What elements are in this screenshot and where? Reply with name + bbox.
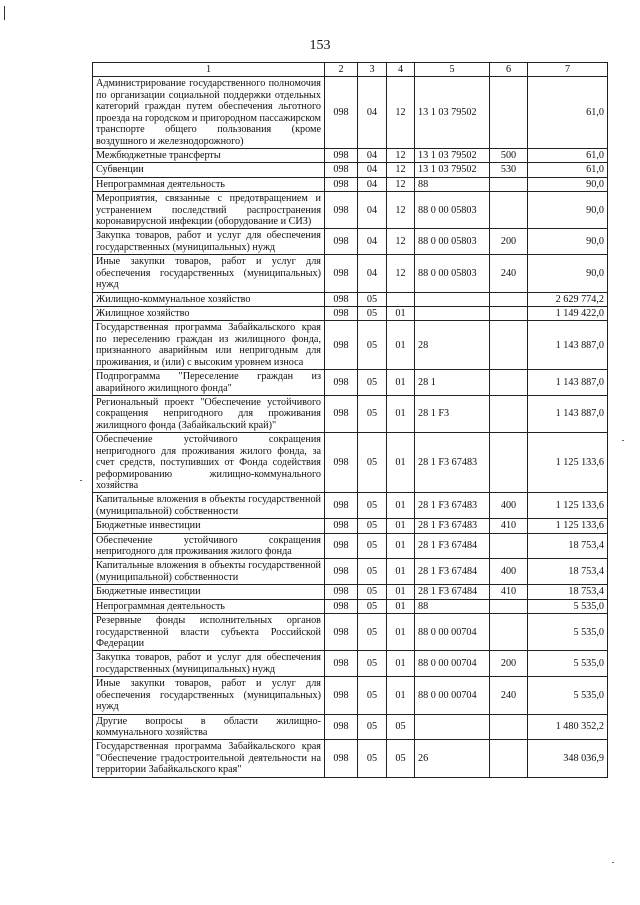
admin-code-cell: 098 xyxy=(325,292,358,306)
table-row xyxy=(93,614,608,651)
amount-cell: 1 143 887,0 xyxy=(528,370,608,396)
section-cell: 04 xyxy=(358,192,387,229)
target-article-cell: 13 1 03 79502 xyxy=(415,163,490,177)
amount-cell: 61,0 xyxy=(528,163,608,177)
amount-cell: 1 125 133,6 xyxy=(528,519,608,533)
section-cell: 05 xyxy=(358,714,387,740)
admin-code-cell: 098 xyxy=(325,740,358,777)
amount-cell: 18 753,4 xyxy=(528,533,608,559)
admin-code-cell: 098 xyxy=(325,395,358,432)
row-name-cell: Иные закупки товаров, работ и услуг для обеспечения государственных (муниципальных) нужд xyxy=(93,255,325,292)
subsection-cell: 12 xyxy=(387,255,415,292)
row-name-cell: Жилищно-коммунальное хозяйство xyxy=(93,292,325,306)
subsection-cell: 01 xyxy=(387,307,415,321)
target-article-cell: 28 xyxy=(415,321,490,370)
expense-type-cell: 400 xyxy=(490,493,528,519)
table-row xyxy=(93,585,608,599)
target-article-cell: 88 xyxy=(415,177,490,191)
column-header: 2 xyxy=(325,63,358,77)
table-row xyxy=(93,433,608,493)
subsection-cell: 12 xyxy=(387,229,415,255)
admin-code-cell: 098 xyxy=(325,163,358,177)
table-row xyxy=(93,677,608,714)
amount-cell: 90,0 xyxy=(528,229,608,255)
scan-margin-mark xyxy=(4,6,5,20)
expense-type-cell xyxy=(490,192,528,229)
table-row xyxy=(93,292,608,306)
table-row xyxy=(93,163,608,177)
row-name-cell: Обеспечение устойчивого сокращения непригодного для проживания жилого фонда, за счет средств, поступивших от Фонда содействия реформированию жилищно-коммунального хозяйства xyxy=(93,433,325,493)
table-row xyxy=(93,307,608,321)
column-header: 6 xyxy=(490,63,528,77)
table-row xyxy=(93,651,608,677)
amount-cell: 90,0 xyxy=(528,255,608,292)
subsection-cell: 05 xyxy=(387,714,415,740)
target-article-cell: 88 0 00 00704 xyxy=(415,651,490,677)
amount-cell: 1 143 887,0 xyxy=(528,395,608,432)
row-name-cell: Капитальные вложения в объекты государственной (муниципальной) собственности xyxy=(93,493,325,519)
column-header: 3 xyxy=(358,63,387,77)
target-article-cell: 13 1 03 79502 xyxy=(415,77,490,149)
admin-code-cell: 098 xyxy=(325,677,358,714)
expense-type-cell xyxy=(490,533,528,559)
target-article-cell: 88 0 00 00704 xyxy=(415,614,490,651)
amount-cell: 1 125 133,6 xyxy=(528,493,608,519)
section-cell: 04 xyxy=(358,163,387,177)
admin-code-cell: 098 xyxy=(325,599,358,613)
subsection-cell: 12 xyxy=(387,177,415,191)
expense-type-cell xyxy=(490,292,528,306)
subsection-cell: 01 xyxy=(387,370,415,396)
subsection-cell: 01 xyxy=(387,651,415,677)
column-header: 7 xyxy=(528,63,608,77)
subsection-cell: 01 xyxy=(387,677,415,714)
table-row xyxy=(93,740,608,777)
target-article-cell xyxy=(415,307,490,321)
table-row xyxy=(93,533,608,559)
subsection-cell: 01 xyxy=(387,493,415,519)
table-row xyxy=(93,599,608,613)
table-row xyxy=(93,395,608,432)
row-name-cell: Бюджетные инвестиции xyxy=(93,519,325,533)
admin-code-cell: 098 xyxy=(325,307,358,321)
expense-type-cell xyxy=(490,599,528,613)
expense-type-cell: 500 xyxy=(490,148,528,162)
section-cell: 05 xyxy=(358,585,387,599)
expense-type-cell: 410 xyxy=(490,585,528,599)
amount-cell: 61,0 xyxy=(528,77,608,149)
row-name-cell: Государственная программа Забайкальского края "Обеспечение градостроительной деятельности на территории Забайкальского края" xyxy=(93,740,325,777)
column-header: 1 xyxy=(93,63,325,77)
expense-type-cell: 410 xyxy=(490,519,528,533)
target-article-cell xyxy=(415,292,490,306)
subsection-cell: 01 xyxy=(387,321,415,370)
target-article-cell: 28 1 F3 67483 xyxy=(415,493,490,519)
row-name-cell: Бюджетные инвестиции xyxy=(93,585,325,599)
row-name-cell: Подпрограмма "Переселение граждан из аварийного жилищного фонда" xyxy=(93,370,325,396)
subsection-cell: 01 xyxy=(387,519,415,533)
expense-type-cell: 200 xyxy=(490,229,528,255)
table-row xyxy=(93,148,608,162)
budget-table xyxy=(92,62,608,778)
expense-type-cell xyxy=(490,395,528,432)
admin-code-cell: 098 xyxy=(325,651,358,677)
amount-cell: 61,0 xyxy=(528,148,608,162)
admin-code-cell: 098 xyxy=(325,614,358,651)
expense-type-cell xyxy=(490,321,528,370)
row-name-cell: Резервные фонды исполнительных органов государственной власти субъекта Российской Федерации xyxy=(93,614,325,651)
table-row xyxy=(93,559,608,585)
amount-cell: 5 535,0 xyxy=(528,677,608,714)
section-cell: 05 xyxy=(358,651,387,677)
row-name-cell: Межбюджетные трансферты xyxy=(93,148,325,162)
target-article-cell: 28 1 F3 67484 xyxy=(415,585,490,599)
row-name-cell: Непрограммная деятельность xyxy=(93,599,325,613)
target-article-cell: 28 1 F3 67484 xyxy=(415,533,490,559)
scan-speck xyxy=(612,862,614,863)
subsection-cell xyxy=(387,292,415,306)
expense-type-cell xyxy=(490,77,528,149)
target-article-cell: 88 0 00 05803 xyxy=(415,229,490,255)
expense-type-cell xyxy=(490,614,528,651)
row-name-cell: Субвенции xyxy=(93,163,325,177)
expense-type-cell xyxy=(490,433,528,493)
amount-cell: 1 480 352,2 xyxy=(528,714,608,740)
section-cell: 05 xyxy=(358,370,387,396)
expense-type-cell xyxy=(490,307,528,321)
table-row xyxy=(93,493,608,519)
target-article-cell: 13 1 03 79502 xyxy=(415,148,490,162)
table-row xyxy=(93,177,608,191)
header-row xyxy=(93,63,608,77)
section-cell: 05 xyxy=(358,614,387,651)
section-cell: 05 xyxy=(358,395,387,432)
amount-cell: 90,0 xyxy=(528,177,608,191)
column-header: 5 xyxy=(415,63,490,77)
section-cell: 05 xyxy=(358,740,387,777)
subsection-cell: 01 xyxy=(387,395,415,432)
expense-type-cell xyxy=(490,740,528,777)
row-name-cell: Капитальные вложения в объекты государственной (муниципальной) собственности xyxy=(93,559,325,585)
section-cell: 05 xyxy=(358,321,387,370)
row-name-cell: Непрограммная деятельность xyxy=(93,177,325,191)
section-cell: 04 xyxy=(358,148,387,162)
subsection-cell: 12 xyxy=(387,148,415,162)
admin-code-cell: 098 xyxy=(325,533,358,559)
page-number: 153 xyxy=(309,38,331,53)
subsection-cell: 01 xyxy=(387,599,415,613)
target-article-cell: 28 1 F3 67483 xyxy=(415,433,490,493)
amount-cell: 1 125 133,6 xyxy=(528,433,608,493)
table-row xyxy=(93,370,608,396)
expense-type-cell: 240 xyxy=(490,677,528,714)
subsection-cell: 12 xyxy=(387,77,415,149)
admin-code-cell: 098 xyxy=(325,177,358,191)
amount-cell: 348 036,9 xyxy=(528,740,608,777)
target-article-cell: 28 1 F3 67484 xyxy=(415,559,490,585)
amount-cell: 2 629 774,2 xyxy=(528,292,608,306)
row-name-cell: Закупка товаров, работ и услуг для обеспечения государственных (муниципальных) нужд xyxy=(93,229,325,255)
scan-speck xyxy=(80,480,82,481)
admin-code-cell: 098 xyxy=(325,255,358,292)
section-cell: 05 xyxy=(358,559,387,585)
admin-code-cell: 098 xyxy=(325,585,358,599)
table-row xyxy=(93,714,608,740)
row-name-cell: Обеспечение устойчивого сокращения непригодного для проживания жилого фонда xyxy=(93,533,325,559)
subsection-cell: 01 xyxy=(387,585,415,599)
subsection-cell: 01 xyxy=(387,614,415,651)
section-cell: 05 xyxy=(358,292,387,306)
admin-code-cell: 098 xyxy=(325,321,358,370)
admin-code-cell: 098 xyxy=(325,714,358,740)
row-name-cell: Иные закупки товаров, работ и услуг для обеспечения государственных (муниципальных) нужд xyxy=(93,677,325,714)
section-cell: 05 xyxy=(358,599,387,613)
amount-cell: 1 149 422,0 xyxy=(528,307,608,321)
expense-type-cell: 400 xyxy=(490,559,528,585)
table-row xyxy=(93,192,608,229)
row-name-cell: Администрирование государственного полномочия по организации социальной поддержки отдельных категорий граждан путем обеспечения льготного проезда на городском и пригородном пассажирском транспорте общего пользования (кроме воздушного и железнодорожного) xyxy=(93,77,325,149)
admin-code-cell: 098 xyxy=(325,559,358,585)
admin-code-cell: 098 xyxy=(325,77,358,149)
admin-code-cell: 098 xyxy=(325,370,358,396)
expense-type-cell xyxy=(490,370,528,396)
target-article-cell: 88 0 00 00704 xyxy=(415,677,490,714)
amount-cell: 5 535,0 xyxy=(528,614,608,651)
amount-cell: 5 535,0 xyxy=(528,651,608,677)
target-article-cell: 88 xyxy=(415,599,490,613)
target-article-cell: 26 xyxy=(415,740,490,777)
section-cell: 04 xyxy=(358,77,387,149)
admin-code-cell: 098 xyxy=(325,433,358,493)
row-name-cell: Жилищное хозяйство xyxy=(93,307,325,321)
admin-code-cell: 098 xyxy=(325,148,358,162)
expense-type-cell xyxy=(490,177,528,191)
target-article-cell: 28 1 xyxy=(415,370,490,396)
subsection-cell: 01 xyxy=(387,559,415,585)
subsection-cell: 12 xyxy=(387,192,415,229)
row-name-cell: Закупка товаров, работ и услуг для обеспечения государственных (муниципальных) нужд xyxy=(93,651,325,677)
section-cell: 04 xyxy=(358,229,387,255)
section-cell: 05 xyxy=(358,493,387,519)
table-row xyxy=(93,255,608,292)
section-cell: 04 xyxy=(358,177,387,191)
section-cell: 04 xyxy=(358,255,387,292)
section-cell: 05 xyxy=(358,677,387,714)
amount-cell: 5 535,0 xyxy=(528,599,608,613)
target-article-cell xyxy=(415,714,490,740)
expense-type-cell xyxy=(490,714,528,740)
section-cell: 05 xyxy=(358,433,387,493)
admin-code-cell: 098 xyxy=(325,493,358,519)
column-header: 4 xyxy=(387,63,415,77)
admin-code-cell: 098 xyxy=(325,519,358,533)
subsection-cell: 05 xyxy=(387,740,415,777)
row-name-cell: Государственная программа Забайкальского края по переселению граждан из жилищного фонда, признанного аварийным или непригодным для проживания, и (или) с высоким уровнем износа xyxy=(93,321,325,370)
expense-type-cell: 200 xyxy=(490,651,528,677)
section-cell: 05 xyxy=(358,519,387,533)
amount-cell: 18 753,4 xyxy=(528,585,608,599)
admin-code-cell: 098 xyxy=(325,229,358,255)
target-article-cell: 28 1 F3 xyxy=(415,395,490,432)
amount-cell: 1 143 887,0 xyxy=(528,321,608,370)
table-row xyxy=(93,519,608,533)
row-name-cell: Другие вопросы в области жилищно-коммунального хозяйства xyxy=(93,714,325,740)
amount-cell: 18 753,4 xyxy=(528,559,608,585)
row-name-cell: Мероприятия, связанные с предотвращением и устранением последствий распространения коронавирусной инфекции (оборудование и СИЗ) xyxy=(93,192,325,229)
table-body xyxy=(93,63,608,778)
expense-type-cell: 240 xyxy=(490,255,528,292)
target-article-cell: 88 0 00 05803 xyxy=(415,255,490,292)
scan-speck xyxy=(622,440,624,441)
section-cell: 05 xyxy=(358,307,387,321)
target-article-cell: 88 0 00 05803 xyxy=(415,192,490,229)
section-cell: 05 xyxy=(358,533,387,559)
expense-type-cell: 530 xyxy=(490,163,528,177)
amount-cell: 90,0 xyxy=(528,192,608,229)
table-row xyxy=(93,321,608,370)
row-name-cell: Региональный проект "Обеспечение устойчивого сокращения непригодного для проживания жилищного фонда (Забайкальский край)" xyxy=(93,395,325,432)
target-article-cell: 28 1 F3 67483 xyxy=(415,519,490,533)
subsection-cell: 12 xyxy=(387,163,415,177)
admin-code-cell: 098 xyxy=(325,192,358,229)
table-row xyxy=(93,229,608,255)
subsection-cell: 01 xyxy=(387,433,415,493)
table-row xyxy=(93,77,608,149)
subsection-cell: 01 xyxy=(387,533,415,559)
